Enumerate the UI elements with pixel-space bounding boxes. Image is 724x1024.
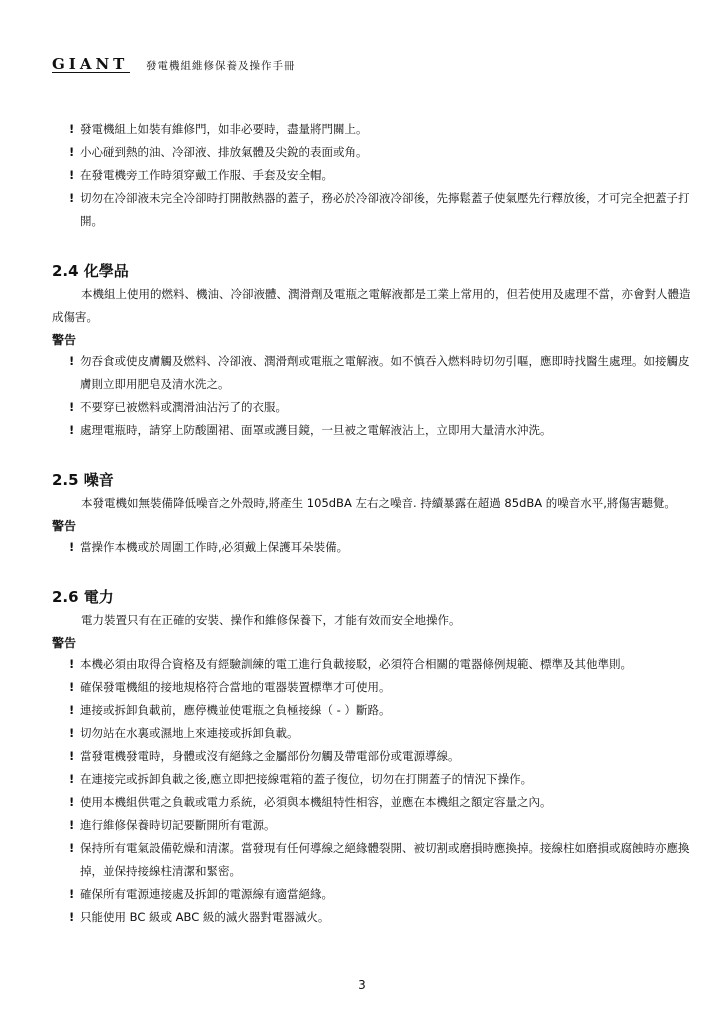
exclamation-icon: ! (69, 726, 75, 740)
list-item (52, 164, 692, 187)
exclamation-icon: ! (69, 168, 75, 182)
list-item-text: 切勿站在水裏或濕地上來連接或拆卸負載。 (80, 726, 299, 740)
section-electricity (52, 586, 692, 929)
list-item (52, 768, 692, 791)
list-item-text: 只能使用 BC 級或 ABC 級的滅火器對電器滅火。 (80, 910, 330, 924)
page-number: 3 (358, 978, 366, 992)
section-title: 2.6 電力 (52, 588, 114, 606)
exclamation-icon: ! (69, 795, 75, 809)
list-item (52, 837, 692, 883)
list-item-text: 當發電機發電時，身體或沒有絕緣之金屬部份勿觸及帶電部份或電源導線。 (80, 749, 460, 763)
list-item (52, 396, 692, 419)
section-noise (52, 469, 692, 559)
exclamation-icon: ! (69, 772, 75, 786)
list-item (52, 141, 692, 164)
intro-warning-list (52, 118, 692, 233)
list-item-text: 切勿在冷卻液未完全冷卻時打開散熱器的蓋子，務必於冷卻液冷卻後，先擰鬆蓋子使氣壓先行釋放後，才可完全把蓋子打開。 (80, 191, 690, 228)
list-item (52, 699, 692, 722)
list-item-text: 在發電機旁工作時須穿戴工作服、手套及安全帽。 (80, 168, 333, 182)
exclamation-icon: ! (69, 423, 75, 437)
exclamation-icon: ! (69, 680, 75, 694)
list-item (52, 118, 692, 141)
exclamation-icon: ! (69, 749, 75, 763)
section-title: 2.5 噪音 (52, 471, 114, 489)
exclamation-icon: ! (69, 841, 75, 855)
list-item (52, 814, 692, 837)
list-item-text: 使用本機組供電之負載或電力系統，必須與本機組特性相容，並應在本機組之額定容量之內。 (80, 795, 552, 809)
list-item (52, 906, 692, 929)
list-item (52, 883, 692, 906)
list-item-text: 不要穿已被燃料或潤滑油沾污了的衣服。 (80, 400, 287, 414)
manual-title: 發電機組維修保養及操作手冊 (146, 60, 296, 72)
section-paragraph: 本機組上使用的燃料、機油、冷卻液體、潤滑劑及電瓶之電解液都是工業上常用的，但若使用及處理不當，亦會對人體造成傷害。 (52, 287, 691, 324)
list-item-text: 當操作本機或於周圍工作時,必須戴上保護耳朵裝備。 (80, 540, 349, 554)
list-item-text: 確保發電機組的接地規格符合當地的電器裝置標準才可使用。 (80, 680, 391, 694)
warning-label: 警告 (52, 636, 77, 650)
list-item-text: 小心碰到熱的油、冷卻液、排放氣體及尖銳的表面或角。 (80, 145, 368, 159)
list-item (52, 745, 692, 768)
list-item-text: 在連接完或拆卸負載之後,應立即把接線電箱的蓋子復位，切勿在打開蓋子的情況下操作。 (80, 772, 533, 786)
exclamation-icon: ! (69, 400, 75, 414)
list-item-text: 本機必須由取得合資格及有經驗訓練的電工進行負載接駁，必須符合相關的電器條例規範、標準及其他準則。 (80, 657, 632, 671)
list-item (52, 187, 692, 233)
exclamation-icon: ! (69, 887, 75, 901)
list-item-text: 勿吞食或使皮膚觸及燃料、冷卻液、潤滑劑或電瓶之電解液。如不慎吞入燃料時切勿引嘔，應即時找醫生處理。如接觸皮膚則立即用肥皂及清水洗之。 (80, 354, 690, 391)
brand-logo-text: GIANT (52, 55, 129, 73)
warning-label: 警告 (52, 519, 77, 533)
exclamation-icon: ! (69, 354, 75, 368)
section-paragraph: 電力裝置只有在正確的安裝、操作和維修保養下，才能有效而安全地操作。 (81, 613, 461, 627)
section-paragraph: 本發電機如無裝備降低噪音之外殼時,將產生 105dBA 左右之噪音. 持續暴露在超過 85dBA 的噪音水平,將傷害聽覺。 (81, 496, 676, 510)
brand-underline (52, 72, 130, 73)
list-item (52, 536, 692, 559)
exclamation-icon: ! (69, 703, 75, 717)
exclamation-icon: ! (69, 122, 75, 136)
list-item (52, 791, 692, 814)
exclamation-icon: ! (69, 818, 75, 832)
section-title: 2.4 化學品 (52, 262, 129, 280)
list-item-text: 處理電瓶時，請穿上防酸圍裙、面罩或護目鏡，一旦被之電解液沾上，立即用大量清水沖洗。 (80, 423, 552, 437)
list-item-text: 進行維修保養時切記要斷開所有電源。 (80, 818, 276, 832)
exclamation-icon: ! (69, 540, 75, 554)
exclamation-icon: ! (69, 145, 75, 159)
exclamation-icon: ! (69, 657, 75, 671)
list-item-text: 發電機組上如裝有維修門，如非必要時，盡量將門關上。 (80, 122, 368, 136)
list-item (52, 653, 692, 676)
list-item (52, 350, 692, 396)
exclamation-icon: ! (69, 191, 75, 205)
exclamation-icon: ! (69, 910, 75, 924)
list-item (52, 419, 692, 442)
section-chemicals (52, 260, 692, 442)
warning-label: 警告 (52, 333, 77, 347)
list-item (52, 722, 692, 745)
list-item-text: 確保所有電源連接處及拆卸的電源線有適當絕緣。 (80, 887, 333, 901)
page-content (52, 118, 692, 929)
list-item (52, 676, 692, 699)
list-item-text: 保持所有電氣設備乾燥和清潔。當發現有任何導線之絕緣體裂開、被切割或磨損時應換掉。接線柱如磨損或腐蝕時亦應換掉，並保持接線柱清潔和緊密。 (80, 841, 690, 878)
list-item-text: 連接或拆卸負載前，應停機並使電瓶之負極接線（ - ）斷路。 (80, 703, 391, 717)
